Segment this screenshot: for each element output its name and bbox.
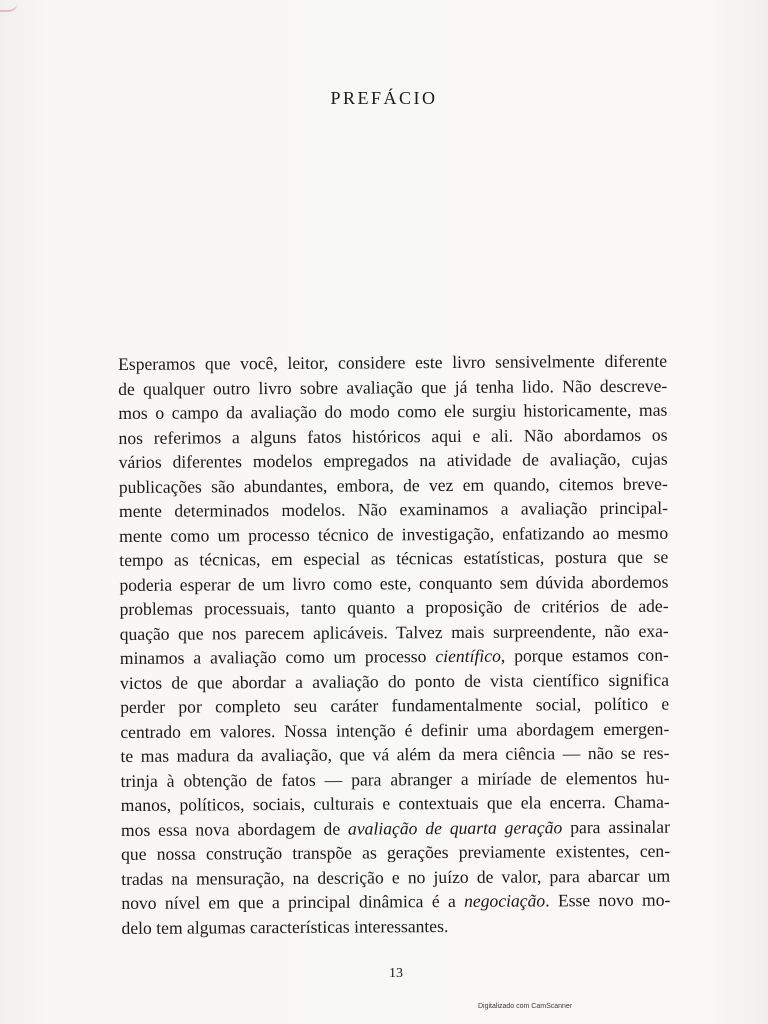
paragraph-line: Esperamos que você, leitor, considere este livro sensivelmente diferente [118, 350, 668, 374]
paragraph-line: mente determinados modelos. Não examinamos a avaliação principal- [118, 497, 669, 521]
line-segment: para assinalar [562, 816, 670, 837]
preface-paragraph [118, 349, 671, 940]
paragraph-line: tempo as técnicas, em especial as técnicas estatísticas, postura que se [119, 546, 669, 570]
paragraph-line [121, 888, 670, 916]
paragraph-line: te mas madura da avaliação, que vá além da mera ciência — não se res- [120, 742, 670, 766]
paragraph-line: poderia esperar de um livro como este, conquanto sem dúvida abordemos [119, 571, 669, 595]
page-title: PREFÁCIO [330, 88, 438, 108]
paragraph-line: victos de que abordar a avaliação do ponto de vista científico significa [119, 669, 670, 693]
line-segment: . Esse novo mo- [545, 889, 671, 911]
page-number: 13 [389, 966, 403, 981]
line-segment: mos essa nova abordagem de [120, 818, 349, 840]
italic-term: científico [435, 645, 501, 667]
paragraph-line: mente como um processo técnico de investigação, enfatizando ao mesmo [119, 522, 669, 546]
paragraph-line: centrado em valores. Nossa intenção é definir uma abordagem emergen- [120, 718, 670, 742]
line-segment: minamos a avaliação como um processo [119, 646, 436, 668]
paragraph-line: perder por completo seu caráter fundamentalmente social, político e [120, 693, 670, 717]
paragraph-line [120, 643, 669, 671]
paragraph-line: delo tem algumas características interessantes. [121, 915, 449, 938]
paragraph-line: tradas na mensuração, na descrição e no juízo de valor, para abarcar um [121, 865, 671, 889]
scanner-watermark: Digitalizado com CamScanner [478, 1003, 573, 1010]
corner-mark [0, 0, 18, 12]
paragraph-line [121, 814, 670, 842]
paragraph-line: trinja à obtenção de fatos — para abranger a miríade de elementos hu- [120, 767, 670, 791]
paragraph-line: manos, políticos, sociais, culturais e contextuais que ela encerra. Chama- [120, 791, 670, 815]
paragraph-line: nos referimos a alguns fatos históricos aqui e ali. Não abordamos os [118, 424, 668, 448]
paragraph-line: quação que nos parecem aplicáveis. Talvez mais surpreendente, não exa- [119, 620, 669, 644]
italic-term: avaliação de quarta geração [347, 816, 563, 839]
line-segment: , porque estamos con- [500, 644, 669, 666]
italic-term: negociação [464, 890, 546, 911]
paragraph-line: publicações são abundantes, embora, de vez em quando, citemos breve- [118, 473, 668, 497]
paragraph-line: problemas processuais, tanto quanto a proposição de critérios de ade- [119, 595, 669, 619]
paragraph-line: que nossa construção transpõe as gerações previamente existentes, cen- [121, 840, 671, 864]
paragraph-line: vários diferentes modelos empregados na atividade de avaliação, cujas [118, 448, 668, 472]
paragraph-line: mos o campo da avaliação do modo como ele surgiu historicamente, mas [118, 399, 668, 423]
paragraph-line: de qualquer outro livro sobre avaliação que já tenha lido. Não descreve- [118, 375, 668, 399]
line-segment: novo nível em que a principal dinâmica é a [121, 890, 465, 913]
